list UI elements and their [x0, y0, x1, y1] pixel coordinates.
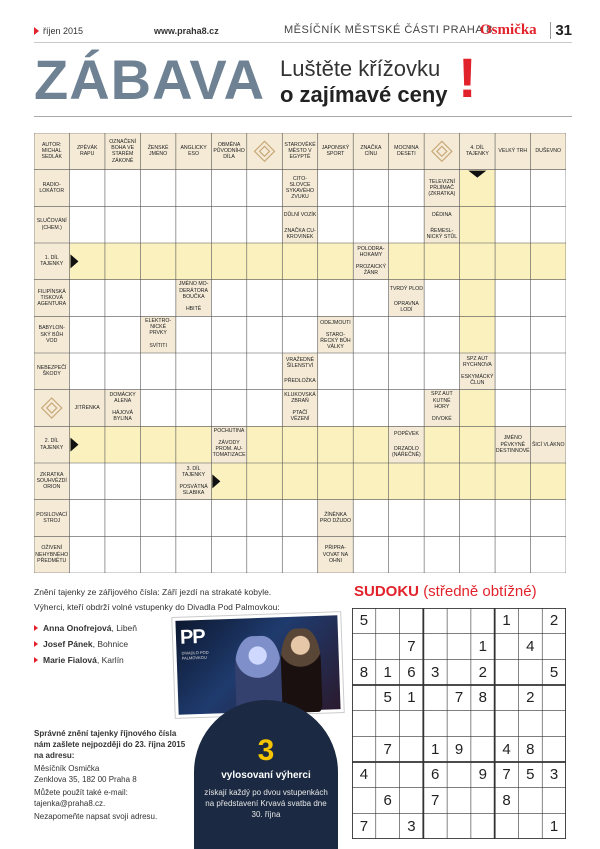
sudoku-cell: 7: [407, 637, 416, 655]
sudoku-cell[interactable]: [518, 608, 542, 634]
crossword-clue: 2. DÍL TAJENKY: [40, 438, 64, 451]
crossword-clue: ESKYMÁCKÝ ČLUN: [461, 374, 494, 387]
theatre-name: DIVADLO POD PALMOVKOU: [181, 649, 209, 661]
sudoku-cell[interactable]: [447, 634, 471, 660]
sudoku-cell: 7: [359, 817, 369, 835]
crossword-clue: ZÁVODY PROM. AU-TOMATIZACE: [212, 439, 246, 459]
magazine-name: MĚSÍČNÍK MĚSTSKÉ ČÁSTI PRAHA 8: [284, 24, 493, 36]
crossword-clue: 3. DÍL TAJENKY: [182, 465, 206, 479]
sudoku-cell[interactable]: [542, 736, 566, 762]
sudoku-cell[interactable]: [518, 813, 542, 839]
sudoku-cell: 8: [478, 689, 487, 707]
sudoku-cell: 5: [383, 689, 392, 707]
sudoku-cell[interactable]: [471, 813, 495, 839]
sudoku-cell[interactable]: [471, 711, 495, 737]
crossword-clue: HÁJOVÁ BYLINA: [112, 410, 134, 423]
sudoku-cell[interactable]: [423, 634, 447, 660]
crossword-clue: PŘIPRA-VOVAT NA OHNI: [322, 545, 349, 564]
crossword-clue: AUTOR: MICHAL SEDLÁK: [41, 142, 62, 161]
crossword-clue: 4. DÍL TAJENKY: [465, 145, 489, 158]
sudoku-cell: 7: [454, 689, 464, 707]
sudoku-cell[interactable]: [376, 608, 400, 634]
crossword-clue: POSVÁTNÁ SLABIKA: [179, 484, 208, 497]
sudoku-cell[interactable]: [495, 659, 519, 685]
actor-figure: [280, 628, 323, 713]
subtitle-line-1: Luštěte křížovku: [280, 56, 441, 81]
sudoku-cell: 2: [549, 612, 559, 630]
page-number: 31: [550, 22, 572, 39]
prize-description: získají každý po dvou vstupenkách na představení Krvavá svatba dne 30. října: [204, 788, 328, 819]
sudoku-cell[interactable]: [495, 634, 519, 660]
sudoku-cell[interactable]: [423, 685, 447, 711]
section-title: ZÁBAVA: [34, 48, 266, 111]
prize-badge: [194, 700, 338, 849]
sudoku-title: SUDOKU (středně obtížné): [354, 583, 537, 600]
sudoku-cell[interactable]: [423, 608, 447, 634]
sudoku-cell[interactable]: [400, 736, 424, 762]
crossword-clue: OZNAČENÍ BOHA VE STARÉM ZÁKONĚ: [109, 138, 137, 164]
sudoku-cell[interactable]: [447, 711, 471, 737]
sudoku-cell[interactable]: [352, 685, 376, 711]
sudoku-cell: 1: [478, 637, 487, 655]
sudoku-cell[interactable]: [447, 762, 471, 788]
crossword-clue: JITŘENKA: [74, 404, 100, 411]
crossword-clue: PROZAICKÝ ŽÁNR: [355, 264, 386, 277]
sudoku-cell[interactable]: [542, 788, 566, 814]
sudoku-cell[interactable]: [447, 813, 471, 839]
issue-date: říjen 2015: [34, 26, 83, 36]
sudoku-cell: 8: [502, 791, 511, 809]
crossword-clue: DĚDINA: [432, 212, 452, 219]
sudoku-cell: 9: [478, 766, 487, 784]
sudoku-cell[interactable]: [447, 608, 471, 634]
sudoku-cell[interactable]: [352, 711, 376, 737]
crossword-clue: SLUČOVÁNÍ (CHEM.): [36, 218, 67, 231]
sudoku-cell: 6: [431, 766, 440, 784]
crossword-clue: ZPĚVÁK RAPU: [76, 145, 98, 158]
crossword-clue: DOMÁCKY ALENA: [109, 391, 136, 404]
sudoku-cell[interactable]: [376, 762, 400, 788]
sudoku-cell: 8: [526, 740, 535, 758]
crossword-clue: TELEVIZNÍ PŘIJÍMAČ (ZKRATKA): [428, 178, 456, 198]
sudoku-cell: 4: [359, 766, 369, 784]
crossword-clue: FILIPÍNSKÁ TISKOVÁ AGENTURA: [37, 288, 67, 308]
sudoku-cell: 3: [549, 766, 559, 784]
winner-item: Marie Fialová, Karlín: [34, 652, 137, 668]
brand-logo: Osmička: [480, 22, 537, 38]
crossword-clue: ŠICÍ VLÁKNO: [531, 441, 565, 448]
crossword-clue: ŽENSKÉ JMÉNO: [147, 145, 169, 158]
crossword-clue: PTAČÍ VĚZENÍ: [290, 410, 310, 423]
crossword-clue: JMÉNO MO-DERÁTORA BOUČKA: [178, 281, 209, 300]
sudoku-cell[interactable]: [471, 736, 495, 762]
crossword-clue: POLODRA-HOKAMY: [357, 245, 385, 259]
sudoku-cell[interactable]: [518, 659, 542, 685]
sudoku-cell: 5: [549, 663, 559, 681]
crossword-clue: SPZ AUT KUTNÉ HORY: [431, 391, 453, 410]
crossword-clue: SPZ AUT RYCHNOVA: [462, 355, 492, 369]
crossword-clue: ZNAČKA CU-KROVINEK: [284, 227, 316, 240]
crossword-clue: NEBEZPEČÍ ŠKODY: [37, 365, 67, 378]
sudoku-cell[interactable]: [352, 736, 376, 762]
sudoku-cell: 3: [431, 663, 440, 681]
winners-intro: Výherci, kteří obdrží volné vstupenky do Divadla Pod Palmovkou:: [34, 602, 280, 612]
sudoku-cell: 1: [431, 740, 440, 758]
sudoku-cell: 7: [431, 791, 440, 809]
crossword-clue: MOCNINA DESETI: [394, 145, 419, 158]
header-divider: [34, 42, 572, 43]
winners-list: [34, 620, 137, 668]
sudoku-cell: 1: [502, 612, 511, 630]
sudoku-cell: 3: [407, 817, 416, 835]
crossword-clue: BABYLON-SKÝ BŮH VOD: [38, 325, 65, 344]
sudoku-cell[interactable]: [495, 685, 519, 711]
sudoku-cell: 4: [502, 740, 511, 758]
sudoku-cell[interactable]: [447, 788, 471, 814]
crossword-clue: OPRAVNA LODÍ: [393, 300, 419, 314]
sudoku-cell[interactable]: [352, 788, 376, 814]
exclamation-mark: !: [458, 46, 477, 109]
crossword-clue: TVRDÝ PLOD: [389, 285, 423, 292]
sudoku-cell[interactable]: [400, 711, 424, 737]
crossword-clue: JAPONSKÝ SPORT: [321, 145, 350, 158]
crossword-clue: DUŠEVNO: [535, 148, 562, 155]
winner-item: Josef Pánek, Bohnice: [34, 636, 137, 652]
crossword-clue: VRAŽEDNÉ ŠÍLENSTVÍ: [285, 356, 315, 370]
sudoku-cell: 4: [526, 637, 535, 655]
crossword-clue: POCHUTINA: [213, 427, 245, 434]
crossword-clue: POPĚVEK: [393, 430, 419, 437]
crossword-clue: VELKÝ TRH: [498, 148, 528, 155]
sudoku-cell[interactable]: [518, 788, 542, 814]
sudoku-cell[interactable]: [471, 788, 495, 814]
sudoku-grid[interactable]: [352, 608, 566, 839]
crossword-clue: OŽIVENÍ NEHYBNÉHO PŘEDMĚTU: [35, 545, 69, 564]
sudoku-cell: 1: [383, 663, 392, 681]
sudoku-cell[interactable]: [471, 608, 495, 634]
solution-text: Znění tajenky ze zářijového čísla: Září jezdí na strakaté kobyle.: [34, 587, 272, 597]
sudoku-cell: 1: [407, 689, 416, 707]
sudoku-cell: 7: [502, 766, 511, 784]
sudoku-cell[interactable]: [376, 813, 400, 839]
sudoku-cell: 2: [526, 689, 535, 707]
sudoku-cell[interactable]: [376, 711, 400, 737]
crossword-clue: POSILOVACÍ STROJ: [36, 511, 68, 524]
sudoku-cell: 2: [478, 663, 487, 681]
crossword-clue: ŘEMESL-NICKÝ STŮL: [426, 227, 458, 240]
sudoku-cell[interactable]: [495, 813, 519, 839]
crossword-clue: SVÍTITI: [149, 342, 167, 349]
crossword-clue: KLUKOVSKÁ ZBRAŇ: [284, 391, 316, 404]
crossword-clue: STARO-ŘECKÝ BŮH VÁLKY: [320, 331, 351, 351]
crossword-clue: 1. DÍL TAJENKY: [40, 255, 64, 268]
sudoku-cell[interactable]: [542, 634, 566, 660]
page-header: [34, 22, 572, 42]
sudoku-cell[interactable]: [400, 608, 424, 634]
crossword-clue: DIVOKÉ: [432, 415, 452, 422]
sudoku-cell: 5: [526, 766, 535, 784]
crossword-clue: ZNAČKA CÍNU: [360, 145, 382, 158]
theatre-logo: PP: [179, 625, 206, 649]
subtitle-line-2: o zajímavé ceny: [280, 82, 448, 107]
crossword-clue: PŘEDLOŽKA: [284, 378, 316, 385]
sudoku-cell: 7: [383, 740, 392, 758]
sudoku-cell[interactable]: [495, 711, 519, 737]
previous-solution: [34, 586, 344, 613]
crossword-clue: OBMĚNA PŮVODNÍHO DÍLA: [213, 142, 245, 161]
crossword-clue: ŽÍNĚNKA PRO DŽUDO: [319, 511, 351, 524]
crossword-clue: ELEKTRO-NICKÉ PRVKY: [145, 318, 172, 337]
crossword-clue: DŮLNÍ VOZÍK: [283, 212, 317, 219]
sudoku-cell[interactable]: [376, 634, 400, 660]
contact-email[interactable]: tajenka@praha8.cz.: [34, 799, 106, 808]
sudoku-cell: 8: [359, 663, 369, 681]
sudoku-cell[interactable]: [352, 634, 376, 660]
crossword-clue: RADIO-LOKÁTOR: [39, 181, 65, 194]
submission-info: Správné znění tajenky říjnového čísla nám zašlete nejpozději do 23. října 2015 na adresu: Měsíčník Osmička Zenklova 35, 182 00 Praha 8 Můžete použít také e-mail: tajenka@praha8.cz. Nezapomeňte napsat svoji adresu.: [34, 729, 186, 821]
crossword-clue: STAROVĚKÉ MĚSTO V EGYPTĚ: [284, 142, 316, 161]
winner-item: Anna Onofrejová, Libeň: [34, 620, 137, 636]
prize-count: 3: [257, 734, 275, 767]
sudoku-cell: 1: [549, 817, 559, 835]
crossword-clue: ODEJMOUTI: [320, 319, 351, 326]
sudoku-cell[interactable]: [400, 788, 424, 814]
sudoku-cell: 6: [383, 791, 392, 809]
website-link[interactable]: www.praha8.cz: [154, 26, 219, 36]
sudoku-cell[interactable]: [447, 659, 471, 685]
crossword-clue: CITO-SLOVCE SYKAVÉHO ZVUKU: [285, 175, 315, 201]
sudoku-cell: 5: [359, 612, 369, 630]
crossword-clue: DRZADLO (NÁŘEČNĚ): [391, 445, 421, 458]
prize-title: vylosovaní výherci: [221, 770, 311, 781]
sudoku-cell[interactable]: [423, 813, 447, 839]
sudoku-cell[interactable]: [518, 711, 542, 737]
crossword-clue: JMÉNO PĚVKYNĚ DESTINNOVÉ: [495, 435, 530, 454]
sudoku-cell[interactable]: [423, 711, 447, 737]
crossword-grid[interactable]: [34, 133, 566, 573]
crossword-clue: HBITĚ: [185, 305, 202, 312]
sudoku-cell[interactable]: [542, 711, 566, 737]
sudoku-cell[interactable]: [542, 685, 566, 711]
crossword-clue: ZKRATKA SOUHVĚZDÍ ORION: [36, 472, 67, 491]
sudoku-cell: 9: [454, 740, 464, 758]
title-divider: [34, 116, 572, 117]
sudoku-cell: 6: [407, 663, 416, 681]
crossword-clue: ANGLICKY ESO: [180, 145, 207, 158]
sudoku-cell[interactable]: [400, 762, 424, 788]
